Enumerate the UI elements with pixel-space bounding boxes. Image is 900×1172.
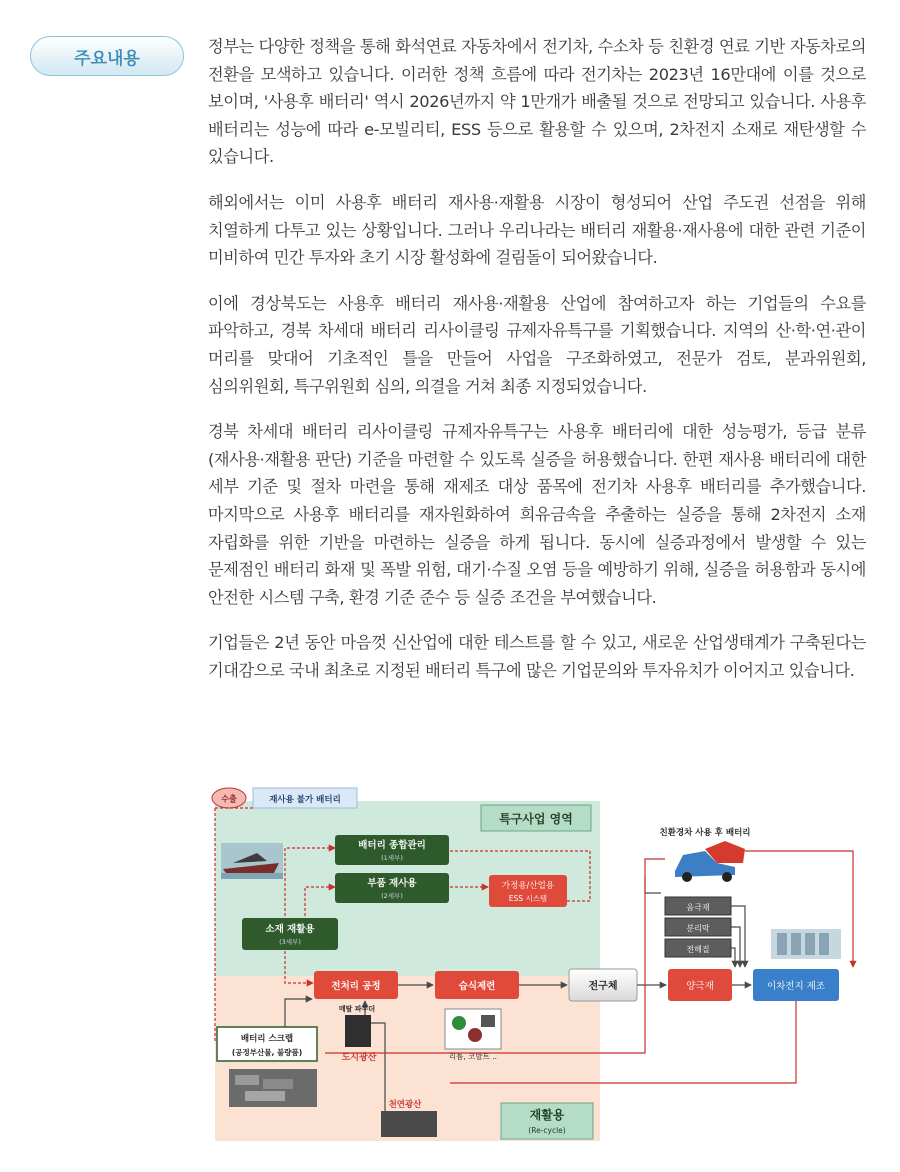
svg-text:(1세부): (1세부) [381, 854, 403, 862]
section-tag: 주요내용 [30, 36, 184, 76]
svg-text:전처리 공정: 전처리 공정 [331, 981, 381, 992]
metal-powder-image [345, 1015, 371, 1047]
svg-text:(공정부산물, 불량품): (공정부산물, 불량품) [231, 1048, 303, 1057]
svg-text:습식제련: 습식제련 [458, 981, 496, 992]
car-image [675, 841, 745, 882]
paragraph: 정부는 다양한 정책을 통해 화석연료 자동차에서 전기차, 수소차 등 친환경 연료 기반 자동차로의 전환을 모색하고 있습니다. 이러한 정책 흐름에 따라 전기차는 2023년 16만대에 이를 것으로 보이며, '사용후 배터리' 역시 2026년까지 약 1만개가 배출될 것으로 전망되고 있습니다. 사용후 배터리는 성능에 따라 e-모빌리티, ESS 등으로 활용할 수 있으며, 2차전지 소재로 재탄생할 수 있습니다. [208, 37, 866, 167]
special-zone-title: 특구사업 영역 [499, 812, 573, 826]
svg-text:배터리 종합관리: 배터리 종합관리 [358, 840, 426, 851]
natural-mine-image [381, 1111, 437, 1137]
svg-text:리튬, 코발트 ..: 리튬, 코발트 .. [448, 1052, 498, 1061]
ship-image [221, 843, 283, 879]
svg-text:전해질: 전해질 [686, 945, 710, 954]
svg-text:(2세부): (2세부) [381, 892, 403, 900]
recycle-title: 재활용 [529, 1108, 565, 1122]
urban-mine-label: 도시광산 [341, 1053, 377, 1063]
svg-text:(Re-cycle): (Re-cycle) [528, 1126, 566, 1135]
natural-mine-label: 천연광산 [388, 1100, 422, 1110]
battery-recycling-diagram [205, 783, 865, 1145]
svg-text:가정용/산업용: 가정용/산업용 [501, 881, 555, 891]
paragraph: 경북 차세대 배터리 리사이클링 규제자유특구는 사용후 배터리에 대한 성능평가, 등급 분류(재사용·재활용 판단) 기준을 마련할 수 있도록 실증을 허용했습니다. 한편 재사용 배터리에 대한 세부 기준 및 절차 마련을 통해 재제조 대상 품목에 전기차 사용후 배터리를 추가했습니다. 마지막으로 사용후 배터리를 재자원화하여 희유금속을 추출하는 실증을 통해 2차전지 소재 자립화를 위한 기반을 마련하는 실증을 하게 됩니다. 동시에 실증과정에서 발생할 수 있는 문제점인 배터리 화재 및 폭발 위험, 대기·수질 오염 등을 예방하기 위해, 실증을 허용함과 동시에 안전한 시스템 구축, 환경 기준 준수 등 실증 조건을 부여했습니다. [208, 422, 866, 607]
paragraph: 기업들은 2년 동안 마음껏 신산업에 대한 테스트를 할 수 있고, 새로운 산업생태계가 구축된다는 기대감으로 국내 최초로 지정된 배터리 특구에 많은 기업문의와 투자유치가 이어지고 있습니다. [208, 633, 866, 680]
svg-text:소재 재활용: 소재 재활용 [265, 924, 315, 935]
svg-text:부품 재사용: 부품 재사용 [367, 878, 417, 889]
svg-text:메탈 파우더: 메탈 파우더 [338, 1005, 376, 1013]
svg-text:ESS 시스템: ESS 시스템 [508, 894, 548, 903]
svg-text:배터리 스크랩: 배터리 스크랩 [240, 1034, 294, 1044]
svg-text:양극재: 양극재 [686, 981, 714, 992]
article-body [208, 33, 866, 702]
eco-car-label: 친환경차 사용 후 배터리 [659, 828, 751, 838]
nonreusable-label: 재사용 불가 배터리 [269, 795, 341, 805]
svg-text:분리막: 분리막 [686, 924, 710, 933]
svg-text:음극재: 음극재 [686, 903, 710, 912]
export-badge-text: 수출 [221, 794, 237, 804]
paragraph: 이에 경상북도는 사용후 배터리 재사용·재활용 산업에 참여하고자 하는 기업들의 수요를 파악하고, 경북 차세대 배터리 리사이클링 규제자유특구를 기획했습니다. 지역의 산·학·연·관이 머리를 맞대어 기초적인 틀을 만들어 사업을 구조화하였고, 전문가 검토, 분과위원회, 심의위원회, 특구위원회 심의, 의결을 거쳐 최종 지정되었습니다. [208, 293, 866, 396]
battery-pack-image [771, 929, 841, 959]
paragraph: 해외에서는 이미 사용후 배터리 재사용·재활용 시장이 형성되어 산업 주도권 선점을 위해 치열하게 다투고 있는 상황입니다. 그러나 우리나라는 배터리 재활용·재사용에 대한 관련 기준이 미비하여 민간 투자와 초기 시장 활성화에 걸림돌이 되어왔습니다. [208, 192, 866, 268]
scrap-image [229, 1069, 317, 1107]
lithium-cobalt-image [445, 1009, 501, 1049]
svg-text:(3세부): (3세부) [279, 938, 301, 946]
svg-text:이차전지 제조: 이차전지 제조 [766, 981, 826, 992]
svg-text:전구체: 전구체 [588, 981, 618, 992]
